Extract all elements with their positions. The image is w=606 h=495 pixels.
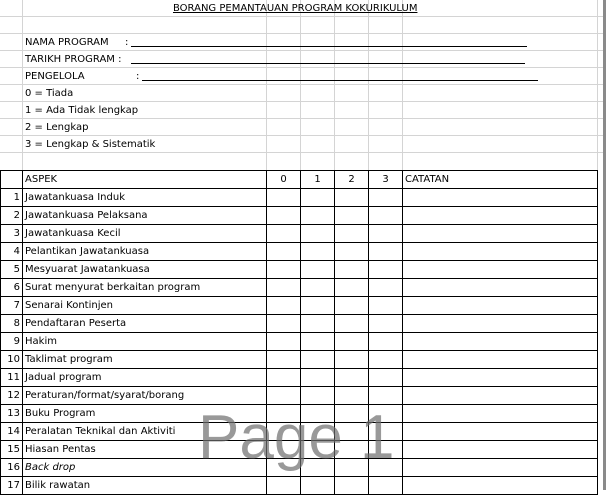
table-row bbox=[1, 351, 598, 369]
score-3-cell[interactable] bbox=[369, 315, 403, 333]
score-1-cell[interactable] bbox=[301, 261, 335, 279]
score-3-cell[interactable] bbox=[369, 279, 403, 297]
score-0-header: 0 bbox=[267, 171, 301, 189]
score-3-header: 3 bbox=[369, 171, 403, 189]
table-header-row bbox=[1, 171, 598, 189]
row-number: 10 bbox=[1, 351, 23, 369]
gridline bbox=[597, 0, 598, 170]
score-2-cell[interactable] bbox=[335, 297, 369, 315]
score-2-cell[interactable] bbox=[335, 315, 369, 333]
legend-item: 3 = Lengkap & Sistematik bbox=[25, 139, 156, 150]
aspek-cell: Jawatankuasa Induk bbox=[23, 189, 267, 207]
score-2-cell[interactable] bbox=[335, 261, 369, 279]
row-number: 1 bbox=[1, 189, 23, 207]
table-row bbox=[1, 261, 598, 279]
gridline bbox=[0, 67, 606, 68]
form-title: BORANG PEMANTAUAN PROGRAM KOKURIKULUM bbox=[173, 3, 418, 14]
aspek-cell: Mesyuarat Jawatankuasa bbox=[23, 261, 267, 279]
score-2-cell[interactable] bbox=[335, 477, 369, 495]
score-2-cell[interactable] bbox=[335, 279, 369, 297]
catatan-cell[interactable] bbox=[403, 243, 598, 261]
nama-program-label: NAMA PROGRAM bbox=[25, 37, 109, 48]
row-number: 11 bbox=[1, 369, 23, 387]
table-row bbox=[1, 225, 598, 243]
catatan-cell[interactable] bbox=[403, 279, 598, 297]
row-number: 17 bbox=[1, 477, 23, 495]
row-number: 3 bbox=[1, 225, 23, 243]
row-number: 7 bbox=[1, 297, 23, 315]
gridline bbox=[22, 0, 23, 170]
score-3-cell[interactable] bbox=[369, 333, 403, 351]
pengelola-colon: : bbox=[136, 71, 140, 82]
score-1-cell[interactable] bbox=[301, 279, 335, 297]
row-number: 2 bbox=[1, 207, 23, 225]
gridline bbox=[402, 0, 403, 170]
score-0-cell[interactable] bbox=[267, 279, 301, 297]
aspek-cell: Jawatankuasa Pelaksana bbox=[23, 207, 267, 225]
catatan-cell[interactable] bbox=[403, 477, 598, 495]
score-0-cell[interactable] bbox=[267, 477, 301, 495]
aspek-cell: Pelantikan Jawatankuasa bbox=[23, 243, 267, 261]
gridline bbox=[0, 152, 606, 153]
nama-program-colon: : bbox=[125, 37, 129, 48]
catatan-cell[interactable] bbox=[403, 459, 598, 477]
pengelola-input-line[interactable] bbox=[142, 80, 538, 81]
row-number: 4 bbox=[1, 243, 23, 261]
legend-item: 0 = Tiada bbox=[25, 88, 74, 99]
score-2-cell[interactable] bbox=[335, 189, 369, 207]
gridline bbox=[0, 135, 606, 136]
catatan-cell[interactable] bbox=[403, 315, 598, 333]
row-number-header bbox=[1, 171, 23, 189]
catatan-header: CATATAN bbox=[403, 171, 598, 189]
table-row bbox=[1, 315, 598, 333]
catatan-cell[interactable] bbox=[403, 423, 598, 441]
table-row bbox=[1, 189, 598, 207]
row-number: 8 bbox=[1, 315, 23, 333]
aspek-cell: Buku Program bbox=[23, 405, 267, 423]
gridline bbox=[0, 84, 606, 85]
legend-item: 2 = Lengkap bbox=[25, 122, 89, 133]
score-2-cell[interactable] bbox=[335, 243, 369, 261]
score-2-cell[interactable] bbox=[335, 225, 369, 243]
score-2-cell[interactable] bbox=[335, 333, 369, 351]
row-number: 15 bbox=[1, 441, 23, 459]
score-0-cell[interactable] bbox=[267, 315, 301, 333]
catatan-cell[interactable] bbox=[403, 351, 598, 369]
score-0-cell[interactable] bbox=[267, 333, 301, 351]
row-number: 12 bbox=[1, 387, 23, 405]
score-1-cell[interactable] bbox=[301, 207, 335, 225]
aspek-cell: Bilik rawatan bbox=[23, 477, 267, 495]
page-watermark: Page 1 bbox=[198, 403, 395, 472]
aspek-cell: Taklimat program bbox=[23, 351, 267, 369]
catatan-cell[interactable] bbox=[403, 261, 598, 279]
aspek-cell: Jawatankuasa Kecil bbox=[23, 225, 267, 243]
nama-program-input-line[interactable] bbox=[131, 46, 527, 47]
tarikh-program-label: TARIKH PROGRAM : bbox=[25, 54, 122, 65]
gridline bbox=[334, 0, 335, 170]
score-1-cell[interactable] bbox=[301, 225, 335, 243]
catatan-cell[interactable] bbox=[403, 297, 598, 315]
score-1-header: 1 bbox=[301, 171, 335, 189]
table-row bbox=[1, 333, 598, 351]
catatan-cell[interactable] bbox=[403, 207, 598, 225]
aspek-cell: Hakim bbox=[23, 333, 267, 351]
table-row bbox=[1, 477, 598, 495]
catatan-cell[interactable] bbox=[403, 225, 598, 243]
gridline bbox=[0, 101, 606, 102]
gridline bbox=[300, 0, 301, 170]
score-2-cell[interactable] bbox=[335, 351, 369, 369]
pengelola-label: PENGELOLA bbox=[25, 71, 85, 82]
table-row bbox=[1, 297, 598, 315]
score-3-cell[interactable] bbox=[369, 261, 403, 279]
score-3-cell[interactable] bbox=[369, 369, 403, 387]
table-row bbox=[1, 279, 598, 297]
tarikh-program-input-line[interactable] bbox=[131, 63, 525, 64]
gridline bbox=[0, 16, 606, 17]
score-1-cell[interactable] bbox=[301, 333, 335, 351]
catatan-cell[interactable] bbox=[403, 441, 598, 459]
row-number: 6 bbox=[1, 279, 23, 297]
score-0-cell[interactable] bbox=[267, 207, 301, 225]
gridline bbox=[0, 118, 606, 119]
aspek-cell: Jadual program bbox=[23, 369, 267, 387]
gridline bbox=[0, 33, 606, 34]
score-1-cell[interactable] bbox=[301, 315, 335, 333]
score-0-cell[interactable] bbox=[267, 297, 301, 315]
score-2-cell[interactable] bbox=[335, 207, 369, 225]
catatan-cell[interactable] bbox=[403, 333, 598, 351]
score-0-cell[interactable] bbox=[267, 351, 301, 369]
score-0-cell[interactable] bbox=[267, 369, 301, 387]
score-2-header: 2 bbox=[335, 171, 369, 189]
score-3-cell[interactable] bbox=[369, 225, 403, 243]
score-0-cell[interactable] bbox=[267, 189, 301, 207]
table-row bbox=[1, 207, 598, 225]
score-2-cell[interactable] bbox=[335, 369, 369, 387]
row-number: 5 bbox=[1, 261, 23, 279]
aspek-cell: Hiasan Pentas bbox=[23, 441, 267, 459]
aspek-cell: Surat menyurat berkaitan program bbox=[23, 279, 267, 297]
aspek-cell: Senarai Kontinjen bbox=[23, 297, 267, 315]
catatan-cell[interactable] bbox=[403, 189, 598, 207]
score-1-cell[interactable] bbox=[301, 351, 335, 369]
legend-item: 1 = Ada Tidak lengkap bbox=[25, 105, 139, 116]
score-0-cell[interactable] bbox=[267, 243, 301, 261]
aspek-cell: Peralatan Teknikal dan Aktiviti bbox=[23, 423, 267, 441]
aspek-cell: Back drop bbox=[23, 459, 267, 477]
gridline bbox=[266, 0, 267, 170]
score-1-cell[interactable] bbox=[301, 297, 335, 315]
row-number: 16 bbox=[1, 459, 23, 477]
row-number: 9 bbox=[1, 333, 23, 351]
row-number: 13 bbox=[1, 405, 23, 423]
aspek-cell: Pendaftaran Peserta bbox=[23, 315, 267, 333]
gridline bbox=[0, 50, 606, 51]
score-3-cell[interactable] bbox=[369, 351, 403, 369]
table-row bbox=[1, 243, 598, 261]
catatan-cell[interactable] bbox=[403, 405, 598, 423]
score-1-cell[interactable] bbox=[301, 477, 335, 495]
score-3-cell[interactable] bbox=[369, 207, 403, 225]
score-0-cell[interactable] bbox=[267, 261, 301, 279]
score-3-cell[interactable] bbox=[369, 297, 403, 315]
score-3-cell[interactable] bbox=[369, 189, 403, 207]
table-row bbox=[1, 369, 598, 387]
score-1-cell[interactable] bbox=[301, 189, 335, 207]
score-3-cell[interactable] bbox=[369, 477, 403, 495]
score-0-cell[interactable] bbox=[267, 225, 301, 243]
aspek-cell: Peraturan/format/syarat/borang bbox=[23, 387, 267, 405]
score-1-cell[interactable] bbox=[301, 243, 335, 261]
row-number: 14 bbox=[1, 423, 23, 441]
score-1-cell[interactable] bbox=[301, 369, 335, 387]
catatan-cell[interactable] bbox=[403, 369, 598, 387]
score-3-cell[interactable] bbox=[369, 243, 403, 261]
catatan-cell[interactable] bbox=[403, 387, 598, 405]
gridline bbox=[368, 0, 369, 170]
aspek-header: ASPEK bbox=[23, 171, 267, 189]
